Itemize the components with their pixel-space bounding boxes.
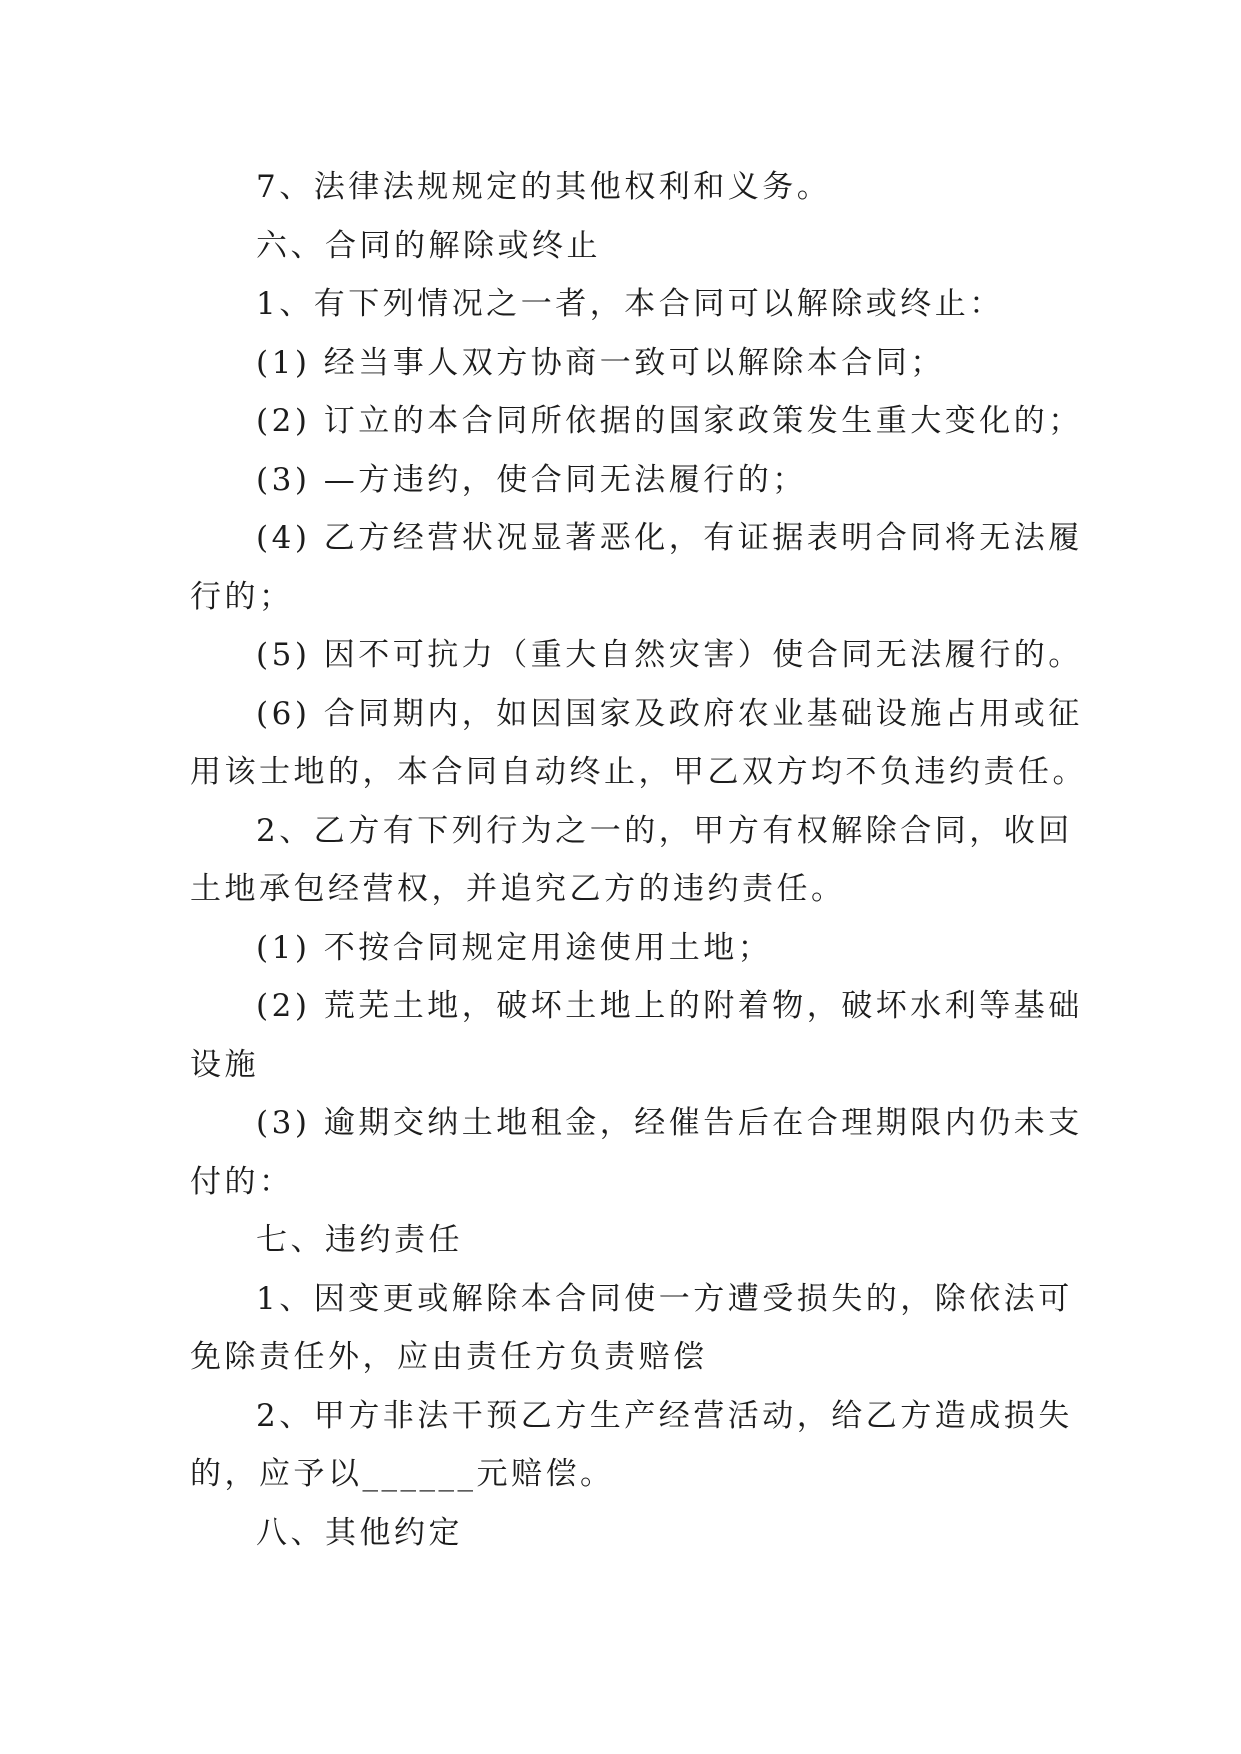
item-6-1-6-line-1: (6) 合同期内，如因国家及政府农业基础设施占用或征 (256, 695, 1083, 732)
paragraph-6-2-line-1: 2、乙方有下列行为之一的，甲方有权解除合同，收回 (256, 812, 1073, 849)
item-6-2-3-line-1: (3) 逾期交纳土地租金，经催告后在合理期限内仍未支 (256, 1105, 1083, 1141)
paragraph-6-2-line-2: 土地承包经营权，并追究乙方的违约责任。 (190, 871, 846, 907)
document-body (190, 158, 1087, 1562)
item-6-1-5: (5) 因不可抗力（重大自然灾害）使合同无法履行的。 (256, 637, 1083, 673)
paragraph-clause-7: 7、法律法规规定的其他权利和义务。 (256, 169, 832, 205)
paragraph-6-1: 1、有下列情况之一者，本合同可以解除或终止： (256, 286, 1004, 322)
item-6-1-4-line-1: (4) 乙方经营状况显著恶化，有证据表明合同将无法履 (256, 520, 1083, 556)
item-6-2-3-line-2: 付的： (190, 1163, 294, 1200)
paragraph-7-1-line-2: 免除责任外，应由责任方负责赔偿 (190, 1339, 708, 1375)
item-6-1-6-line-2: 用该士地的，本合同自动终止，甲乙双方均不负违约责任。 (190, 754, 1087, 790)
item-6-1-3: (3) —方违约，使合同无法履行的； (256, 461, 807, 498)
heading-section-8: 八、其他约定 (256, 1514, 463, 1551)
heading-section-6: 六、合同的解除或终止 (256, 227, 601, 264)
item-6-1-2: (2) 订立的本合同所依据的国家政策发生重大变化的； (256, 403, 1083, 439)
paragraph-7-2-line-2: 的，应予以______元赔偿。 (190, 1456, 615, 1492)
paragraph-7-1-line-1: 1、因变更或解除本合同使一方遭受损失的，除依法可 (256, 1280, 1073, 1317)
paragraph-7-2-line-1: 2、甲方非法干预乙方生产经营活动，给乙方造成损失 (256, 1397, 1073, 1434)
item-6-2-2-line-2: 设施 (190, 1046, 259, 1083)
item-6-2-2-line-1: (2) 荒芜土地，破坏土地上的附着物，破坏水利等基础 (256, 988, 1083, 1024)
heading-section-7: 七、违约责任 (256, 1222, 463, 1258)
item-6-1-1: (1) 经当事人双方协商一致可以解除本合同； (256, 344, 945, 381)
item-6-1-4-line-2: 行的； (190, 578, 294, 615)
item-6-2-1: (1) 不按合同规定用途使用土地； (256, 929, 773, 966)
